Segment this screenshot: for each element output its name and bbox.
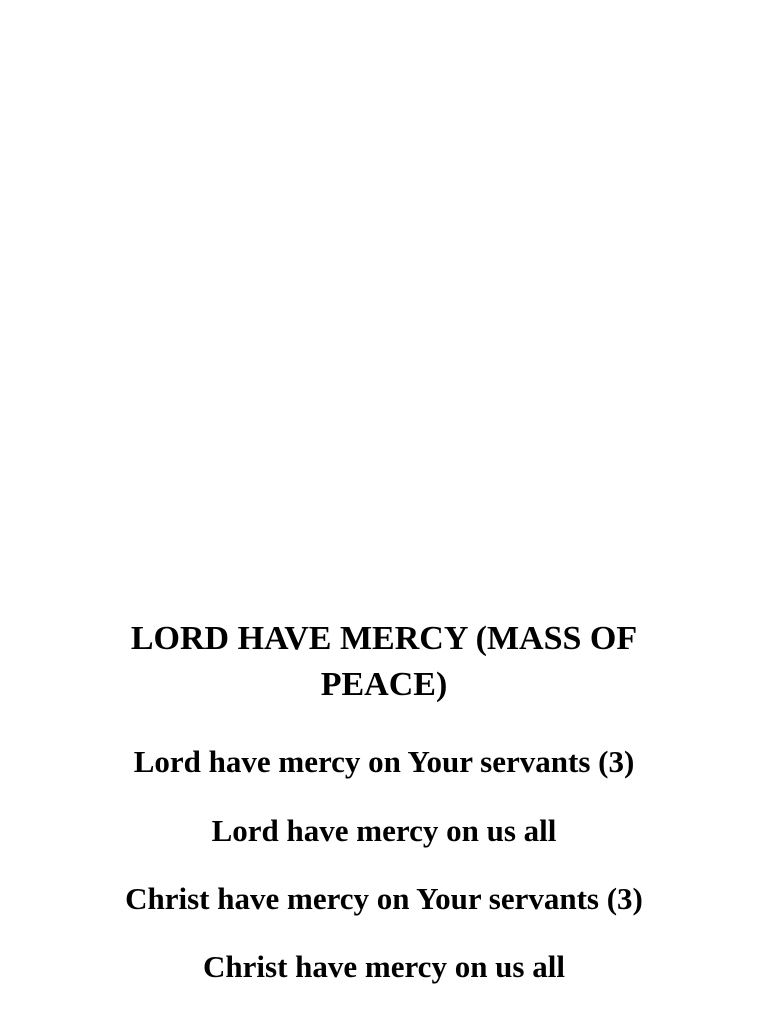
song-title: LORD HAVE MERCY (MASS OF PEACE) [130, 620, 638, 703]
lyric-line-2: Lord have mercy on us all [211, 813, 557, 848]
lyric-line-4: Christ have mercy on us all [203, 949, 565, 984]
lyric-line-1: Lord have mercy on Your servants (3) [133, 744, 635, 779]
lyric-line-3: Christ have mercy on Your servants (3) [125, 881, 643, 916]
